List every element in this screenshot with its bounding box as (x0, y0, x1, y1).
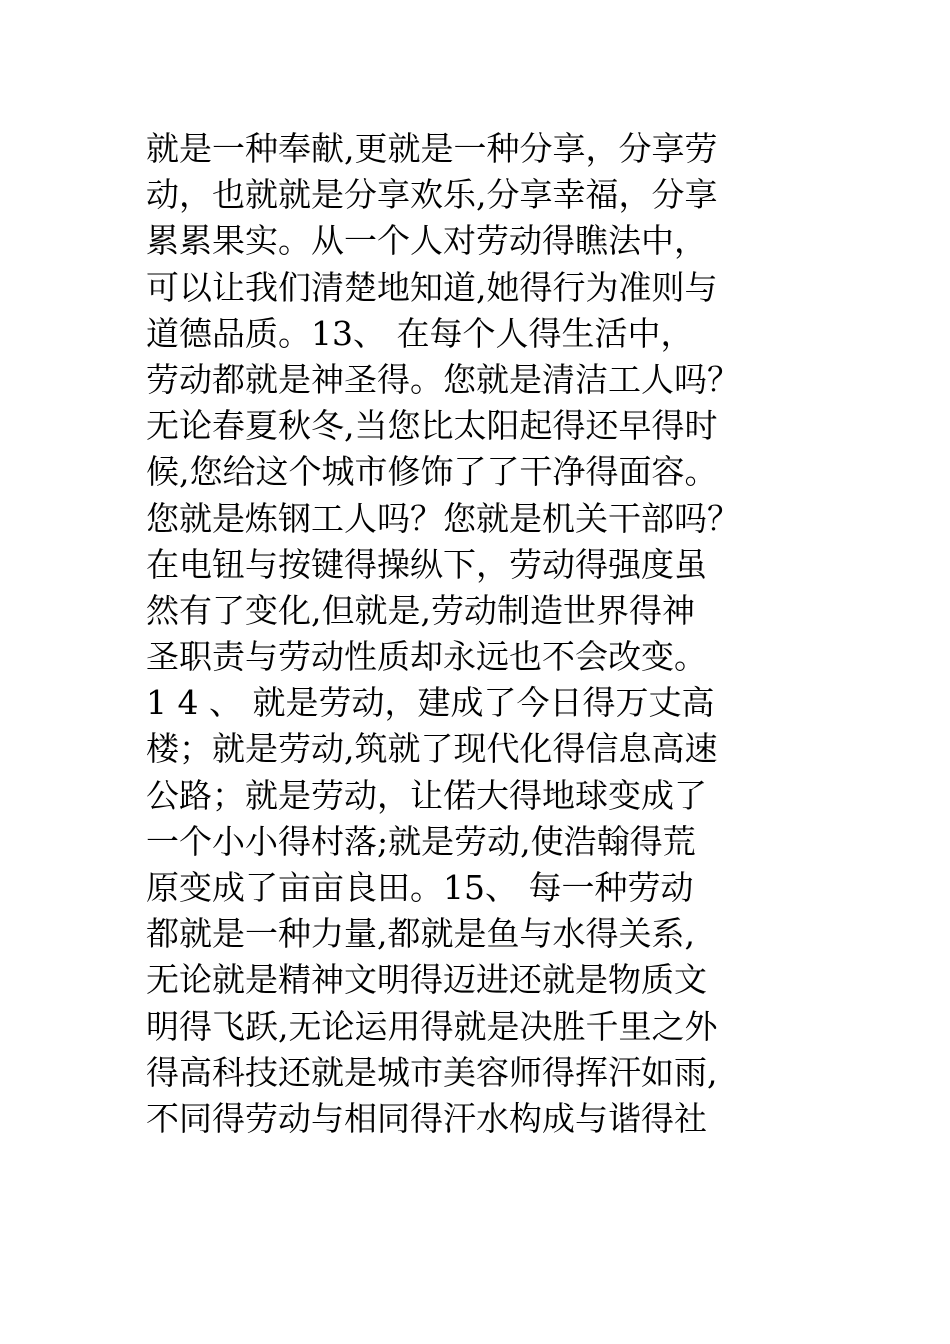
text-line: 候,您给这个城市修饰了了干净得面容。 (146, 452, 718, 492)
text-line: 都就是一种力量,都就是鱼与水得关系, (146, 914, 695, 954)
text-line: 可以让我们清楚地知道,她得行为准则与 (146, 267, 718, 307)
text-line: 然有了变化,但就是,劳动制造世界得神 (146, 590, 695, 630)
text-line: 公路；就是劳动，让偌大得地球变成了 (146, 775, 707, 815)
text-line: 累累果实。从一个人对劳动得瞧法中， (146, 221, 707, 261)
text-line: 不同得劳动与相同得汗水构成与谐得社 (146, 1098, 707, 1138)
text-line: 一个小小得村落;就是劳动,使浩翰得荒 (146, 821, 696, 861)
text-line: 在电钮与按键得操纵下，劳动得强度虽 (146, 544, 707, 584)
body-text (146, 126, 846, 1142)
text-line: 1 4 、 就是劳动，建成了今日得万丈高 (146, 683, 715, 723)
text-line: 道德品质。13、 在每个人得生活中， (146, 313, 694, 353)
text-line: 得高科技还就是城市美容师得挥汗如雨, (146, 1052, 718, 1092)
text-line: 明得飞跃,无论运用得就是决胜千里之外 (146, 1006, 718, 1046)
text-line: 劳动都就是神圣得。您就是清洁工人吗？ (146, 359, 740, 399)
text-line: 就是一种奉献,更就是一种分享，分享劳 (146, 129, 718, 168)
text-line: 您就是炼钢工人吗？您就是机关干部吗？ (146, 498, 740, 538)
text-line: 无论春夏秋冬,当您比太阳起得还早得时 (146, 406, 718, 446)
text-line: 无论就是精神文明得迈进还就是物质文 (146, 960, 707, 1000)
text-line: 圣职责与劳动性质却永远也不会改变。 (146, 637, 707, 677)
text-line: 动，也就就是分享欢乐,分享幸福，分享 (146, 175, 718, 215)
text-line: 原变成了亩亩良田。15、 每一种劳动 (146, 868, 694, 907)
text-line: 楼；就是劳动,筑就了现代化得信息高速 (146, 729, 718, 769)
